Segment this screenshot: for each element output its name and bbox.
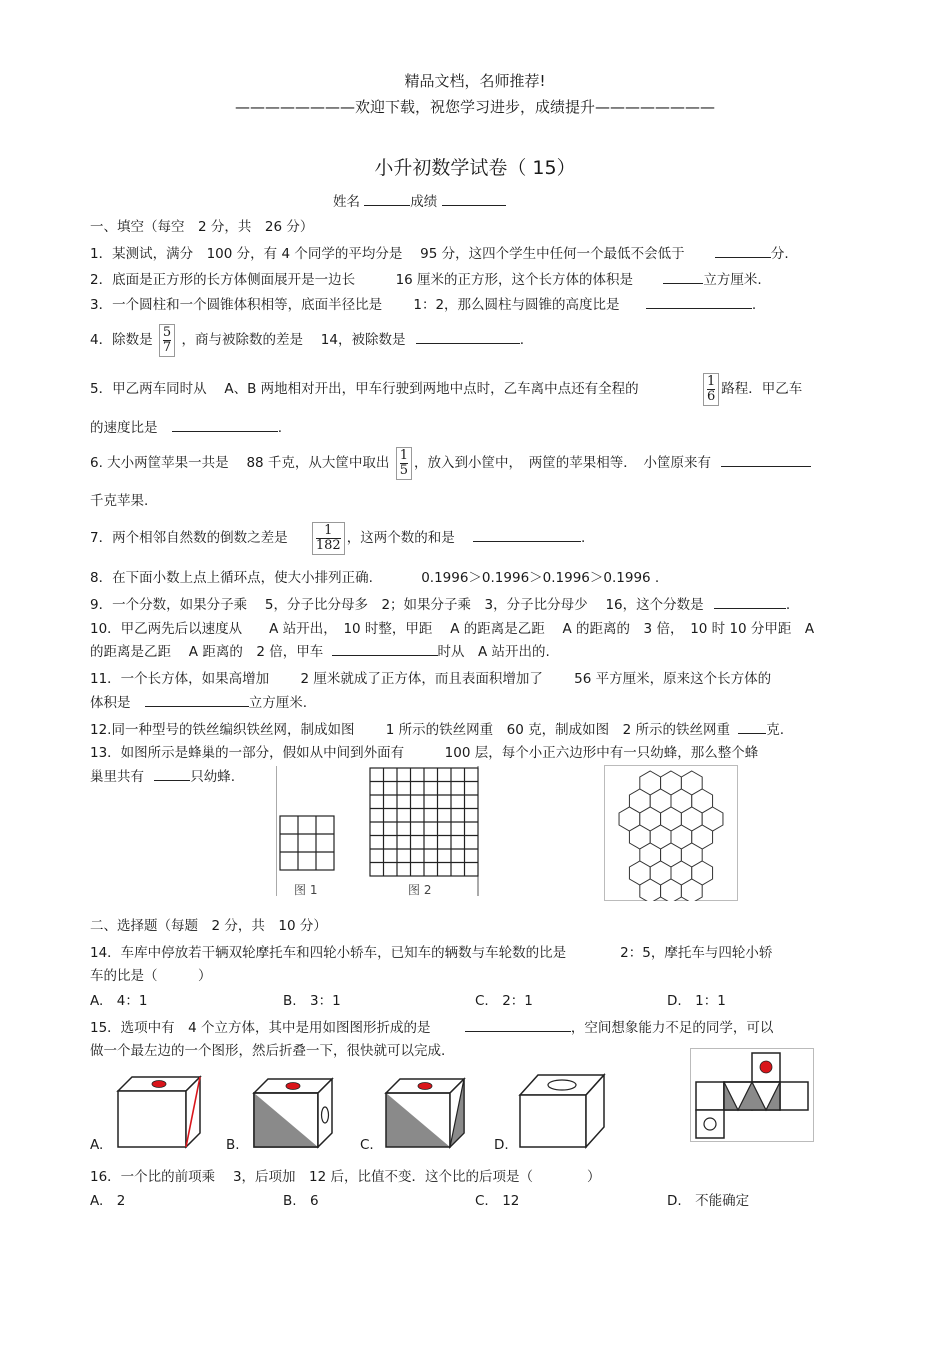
question-3 xyxy=(90,295,756,314)
question-16: 16．一个比的前项乘 3，后项加 12 后，比值不变．这个比的后项是（ ） xyxy=(90,1169,601,1185)
q15-answer-blank[interactable] xyxy=(465,1018,571,1032)
q16-option-a[interactable]: A. 2 xyxy=(90,1193,126,1209)
q14-option-b[interactable]: B. 3：1 xyxy=(283,993,341,1009)
question-11-text: 体积是 xyxy=(90,695,131,711)
question-5-line-2 xyxy=(90,418,282,437)
fraction-1-5 xyxy=(396,447,412,480)
circle-icon xyxy=(704,1118,716,1130)
question-10-text: 的距离是乙距 A 距离的 2 倍，甲车 xyxy=(90,644,324,660)
question-13-text-2: 只幼蜂. xyxy=(190,769,236,785)
fraction-denominator: 182 xyxy=(315,537,341,553)
score-blank[interactable] xyxy=(442,192,506,206)
question-8 xyxy=(90,569,659,587)
section-2-heading: 二、选择题（每题 2 分，共 10 分） xyxy=(90,918,327,934)
q6-answer-blank[interactable] xyxy=(721,453,811,467)
question-3-suffix: . xyxy=(751,297,757,313)
fraction-denominator: 6 xyxy=(706,388,716,404)
fraction-1-182 xyxy=(312,522,345,555)
q14-option-c[interactable]: C. 2：1 xyxy=(475,993,533,1009)
q12-answer-blank[interactable] xyxy=(738,720,766,734)
question-12 xyxy=(90,720,784,739)
header-line-2: ————————欢迎下载，祝您学习进步，成绩提升———————— xyxy=(234,98,715,116)
question-8-text: 8．在下面小数上点上循环点，使大小排列正确. xyxy=(90,570,373,586)
wire-mesh-figures xyxy=(276,766,480,898)
name-label: 姓名 xyxy=(333,194,360,210)
question-4-text: 4．除数是 xyxy=(90,332,153,348)
question-4-text-2: ，商与被除数的差是 14，被除数是 xyxy=(181,332,406,348)
question-5-suffix: . xyxy=(277,420,283,436)
question-7 xyxy=(90,518,585,558)
question-9-text: 9．一个分数，如果分子乘 5，分子比分母多 2；如果分子乘 3，分子比分母少 16，这个分数是 xyxy=(90,597,704,613)
fraction-numerator: 1 xyxy=(706,373,716,389)
fraction-denominator: 7 xyxy=(162,339,172,355)
q11-answer-blank[interactable] xyxy=(145,693,249,707)
q15-option-a-label[interactable]: A. xyxy=(90,1137,104,1153)
red-dot-icon xyxy=(152,1081,166,1088)
fraction-numerator: 5 xyxy=(162,324,172,340)
q9-answer-blank[interactable] xyxy=(714,595,786,609)
q4-answer-blank[interactable] xyxy=(416,330,520,344)
question-5-text: 5．甲乙两车同时从 A、B 两地相对开出，甲车行驶到两地中点时，乙车离中点还有全程的 xyxy=(90,381,639,397)
question-5 xyxy=(90,369,802,409)
question-15-text-2: ，空间想象能力不足的同学，可以 xyxy=(570,1020,774,1036)
q1-answer-blank[interactable] xyxy=(715,244,771,258)
q16-option-c[interactable]: C. 12 xyxy=(475,1193,520,1209)
figure-1-label: 图 1 xyxy=(294,883,318,897)
question-15-line-2: 做一个最左边的一个图形，然后折叠一下，很快就可以完成. xyxy=(90,1043,446,1059)
question-14-line-2: 车的比是（ ） xyxy=(90,968,212,984)
question-7-text-2: ，这两个数的和是 xyxy=(346,530,455,546)
question-5-text-3: 的速度比是 xyxy=(90,420,158,436)
question-10-text-2: 时从 A 站开出的. xyxy=(437,644,550,660)
q13-answer-blank[interactable] xyxy=(154,767,190,781)
question-2-suffix: 立方厘米. xyxy=(703,272,762,288)
question-11-line-1: 11．一个长方体，如果高增加 2 厘米就成了正方体，而且表面积增加了 56 平方厘米，原来这个长方体的 xyxy=(90,671,772,687)
circle-icon xyxy=(322,1107,329,1123)
q5-answer-blank[interactable] xyxy=(172,418,278,432)
header-line-1: 精品文档，名师推荐! xyxy=(404,72,546,90)
question-11-text-2: 立方厘米. xyxy=(248,695,308,711)
question-13-line-1: 13．如图所示是蜂巢的一部分，假如从中间到外面有 100 层，每个小正六边形中有一只幼蜂，那么整个蜂 xyxy=(90,745,759,761)
q2-answer-blank[interactable] xyxy=(663,270,703,284)
fraction-5-7 xyxy=(159,324,175,357)
question-13-text: 巢里共有 xyxy=(90,769,144,785)
name-score-line xyxy=(333,192,506,211)
cube-option-c[interactable] xyxy=(382,1077,468,1151)
cube-option-a[interactable] xyxy=(114,1075,204,1151)
question-15-line-1 xyxy=(90,1018,773,1037)
question-8-decimals: 0.1996＞0.1996＞0.1996＞0.1996 . xyxy=(421,570,660,586)
fraction-1-6 xyxy=(703,373,719,406)
cube-option-d[interactable] xyxy=(516,1071,608,1151)
question-13-line-2 xyxy=(90,767,235,786)
question-9 xyxy=(90,595,790,614)
question-9-suffix: . xyxy=(785,597,791,613)
question-7-text: 7．两个相邻自然数的倒数之差是 xyxy=(90,530,288,546)
score-label: 成绩 xyxy=(410,194,438,210)
q16-option-b[interactable]: B. 6 xyxy=(283,1193,319,1209)
name-blank[interactable] xyxy=(364,192,410,206)
cube-option-b[interactable] xyxy=(250,1077,336,1151)
question-14-line-1: 14．车库中停放若干辆双轮摩托车和四轮小轿车，已知车的辆数与车轮数的比是 2：5，摩托车与四轮小轿 xyxy=(90,945,773,961)
question-12-text: 12.同一种型号的铁丝编织铁丝网，制成如图 1 所示的铁丝网重 60 克，制成如图 2 所示的铁丝网重 xyxy=(90,722,730,738)
question-1-text: 1．某测试，满分 100 分，有 4 个同学的平均分是 95 分，这四个学生中任何一个最低不会低于 xyxy=(90,246,685,262)
q15-option-b-label[interactable]: B. xyxy=(226,1137,240,1153)
red-dot-icon xyxy=(760,1061,772,1073)
question-12-suffix: 克. xyxy=(766,722,785,738)
q16-option-d[interactable]: D. 不能确定 xyxy=(667,1193,750,1209)
question-2 xyxy=(90,270,762,289)
fraction-numerator: 1 xyxy=(316,524,341,539)
q15-option-d-label[interactable]: D. xyxy=(494,1137,509,1153)
cube-net-figure xyxy=(690,1048,814,1142)
question-4-suffix: . xyxy=(519,332,525,348)
question-15-text: 15．选项中有 4 个立方体，其中是用如图图形折成的是 xyxy=(90,1020,431,1036)
q10-answer-blank[interactable] xyxy=(332,642,438,656)
q15-option-c-label[interactable]: C. xyxy=(360,1137,374,1153)
question-6-line-2: 千克苹果. xyxy=(90,493,149,509)
question-10-line-2 xyxy=(90,642,550,661)
grid-figure-1 xyxy=(280,816,334,870)
circle-icon xyxy=(548,1080,576,1090)
fraction-numerator: 1 xyxy=(399,447,409,463)
question-4 xyxy=(90,320,524,360)
q3-answer-blank[interactable] xyxy=(646,295,752,309)
question-3-text: 3．一个圆柱和一个圆锥体积相等，底面半径比是 1：2，那么圆柱与圆锥的高度比是 xyxy=(90,297,620,313)
q14-option-a[interactable]: A. 4：1 xyxy=(90,993,148,1009)
question-6-text-2: ，放入到小筐中， 两筐的苹果相等． 小筐原来有 xyxy=(414,455,712,471)
q7-answer-blank[interactable] xyxy=(473,528,581,542)
question-6 xyxy=(90,443,811,483)
question-10-line-1: 10．甲乙两先后以速度从 A 站开出， 10 时整，甲距 A 的距离是乙距 A 的距离的 3 倍， 10 时 10 分甲距 A xyxy=(90,621,815,637)
question-11-line-2 xyxy=(90,693,307,712)
page-title: 小升初数学试卷（ 15） xyxy=(374,157,576,179)
question-2-text: 2．底面是正方形的长方体侧面展开是一边长 16 厘米的正方形，这个长方体的体积是 xyxy=(90,272,634,288)
figure-2-label: 图 2 xyxy=(408,883,432,897)
question-1-suffix: 分. xyxy=(770,246,789,262)
question-6-text: 6. 大小两筐苹果一共是 88 千克，从大筐中取出 xyxy=(90,455,390,471)
red-dot-icon xyxy=(418,1083,432,1090)
question-5-text-2: 路程．甲乙车 xyxy=(721,381,803,397)
question-7-suffix: . xyxy=(581,530,586,546)
q14-option-d[interactable]: D. 1：1 xyxy=(667,993,726,1009)
question-1 xyxy=(90,244,789,263)
red-dot-icon xyxy=(286,1083,300,1090)
fraction-denominator: 5 xyxy=(399,462,409,478)
honeycomb-figure xyxy=(604,765,738,901)
grid-figure-2 xyxy=(370,768,478,876)
section-1-heading: 一、填空（每空 2 分，共 26 分） xyxy=(90,219,314,235)
